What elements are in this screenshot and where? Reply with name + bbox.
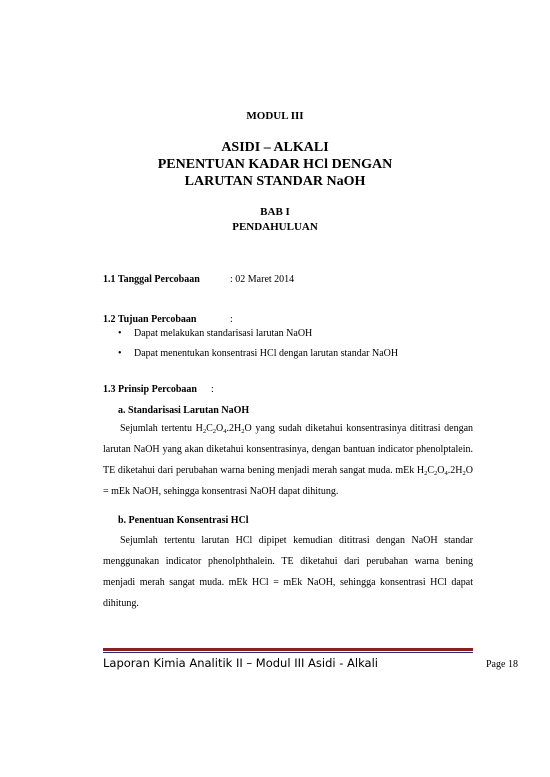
bullet-icon: • [118, 328, 122, 339]
footer-title: Laporan Kimia Analitik II – Modul III Asidi - Alkali [103, 656, 378, 670]
title-line-1: ASIDI – ALKALI [221, 140, 329, 155]
title-line-3: LARUTAN STANDAR NaOH [184, 174, 366, 189]
section-1-3-label: 1.3 Prinsip Percobaan [103, 384, 197, 395]
subsection-b-title: b. Penentuan Konsentrasi HCl [118, 515, 249, 526]
section-1-1-label: 1.1 Tanggal Percobaan [103, 274, 200, 285]
module-label: MODUL III [246, 110, 304, 122]
chapter-number: BAB I [260, 206, 290, 218]
document-title [0, 139, 550, 190]
section-1-2-label: 1.2 Tujuan Percobaan [103, 314, 197, 325]
chapter-title: PENDAHULUAN [232, 221, 318, 233]
list-item-text: Dapat menentukan konsentrasi HCl dengan larutan standar NaOH [134, 348, 399, 359]
section-1-3-colon: : [211, 384, 214, 395]
paragraph-b: Sejumlah tertentu larutan HCl dipipet kemudian dititrasi dengan NaOH standar menggunakan indicator phenolphthalein. TE diketahui dari perubahan warna bening menjadi merah sangat muda. mEk HCl = mEk NaOH, sehingga konsentrasi HCl dapat dihitung. [103, 535, 473, 609]
subsection-a-title: a. Standarisasi Larutan NaOH [118, 405, 250, 416]
footer-rule-red [103, 648, 473, 651]
footer-rule-blue [103, 652, 473, 653]
paragraph-a: Sejumlah tertentu $H_2C_2O_4.2H_2O$ yang sudah diketahui konsentrasinya dititrasi dengan larutan NaOH yang akan diketahui konsentrasinya, dengan bantuan indicator phenolptalein. TE diketahui dari perubahan warna bening menjadi merah sangat muda. mEk $H_2C_2O_4.2H_2O$ = mEk NaOH, sehingga konsentrasi NaOH dapat dihitung. [103, 423, 474, 497]
chapter-heading [0, 205, 550, 235]
title-line-2: PENENTUAN KADAR HCl DENGAN [157, 157, 393, 172]
section-1-1-value: : 02 Maret 2014 [230, 274, 295, 285]
bullet-icon: • [118, 348, 122, 359]
page-number: Page 18 [486, 659, 518, 670]
section-1-2-colon: : [230, 314, 233, 325]
list-item-text: Dapat melakukan standarisasi larutan NaOH [134, 328, 313, 339]
